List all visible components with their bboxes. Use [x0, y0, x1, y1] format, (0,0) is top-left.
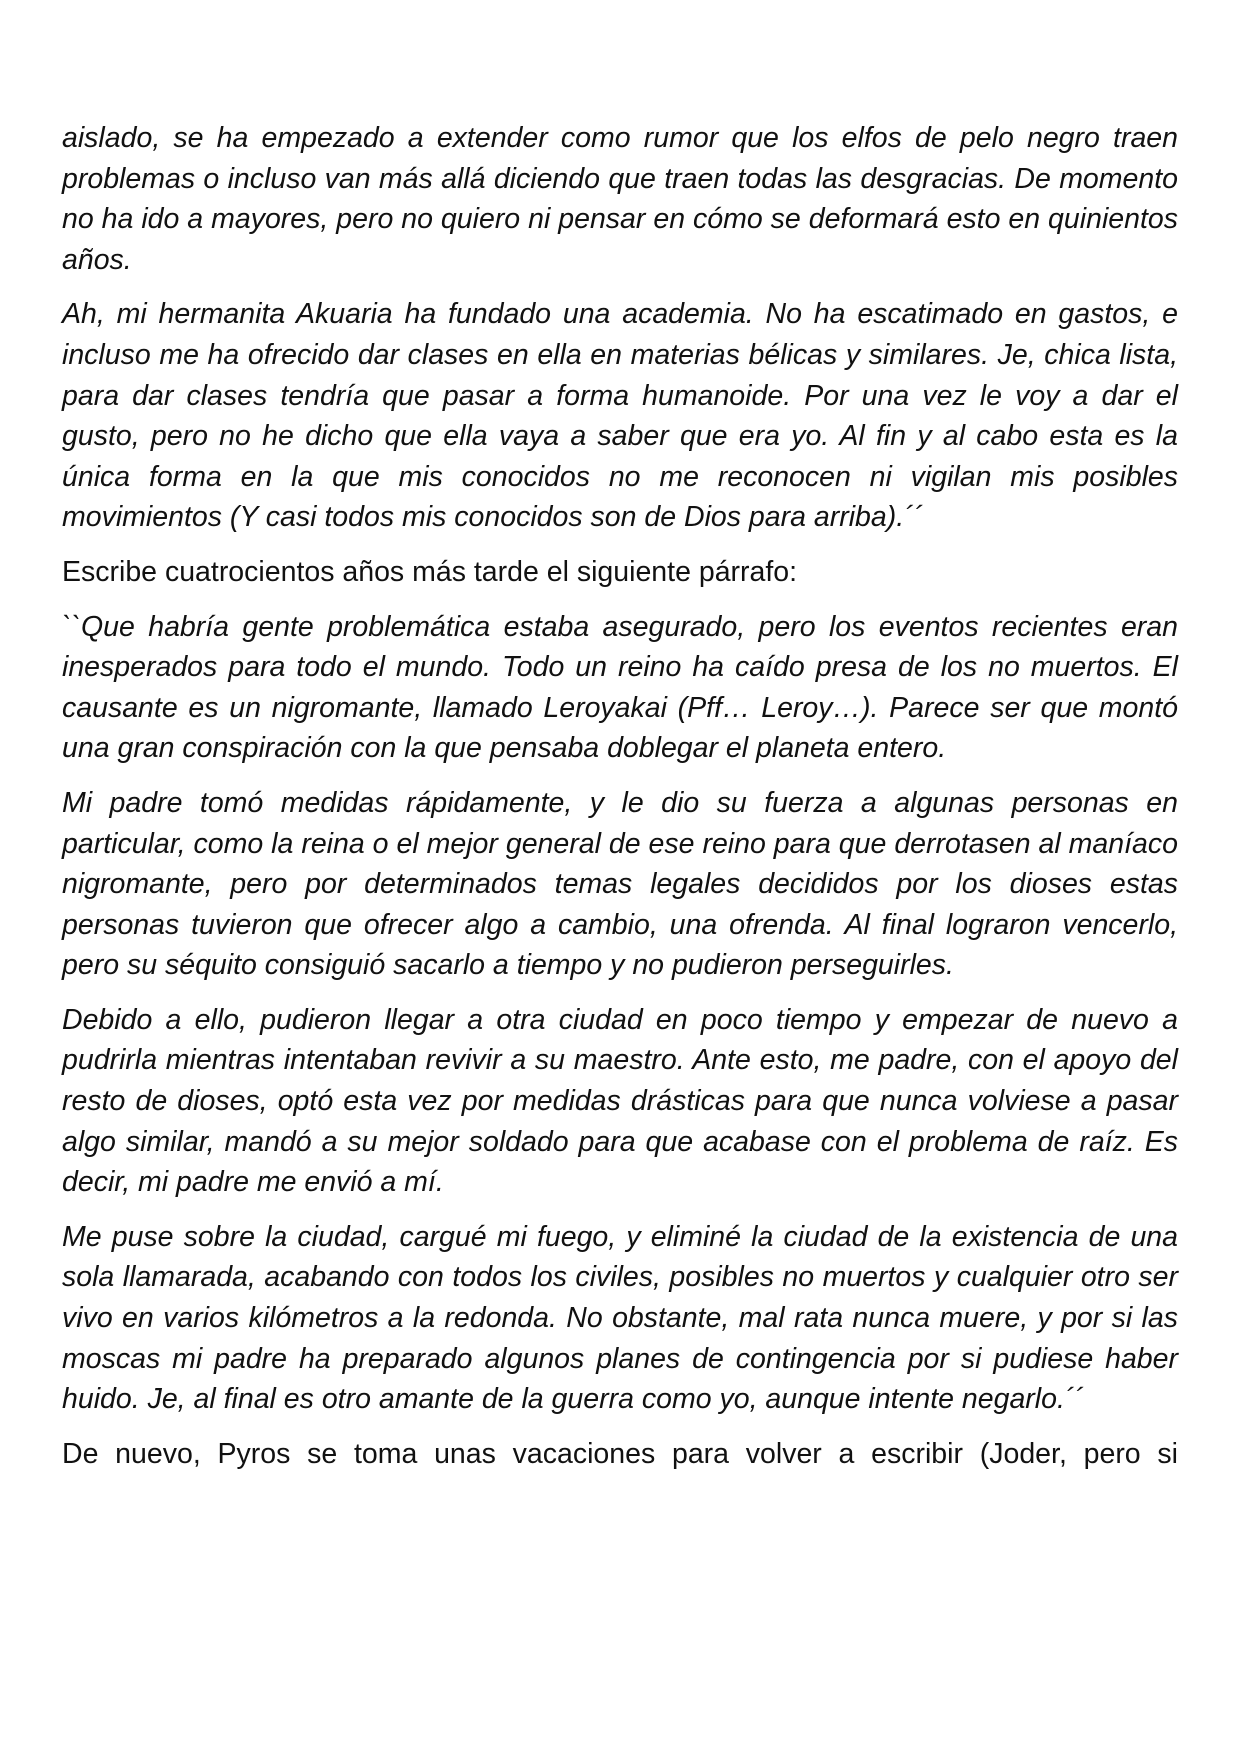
paragraph-5: Mi padre tomó medidas rápidamente, y le dio su fuerza a algunas personas en particular, como la reina o el mejor general de ese reino para que derrotasen al maníaco nigromante, pero por determinados temas legales decididos por los dioses estas personas tuvieron que ofrecer algo a cambio, una ofrenda. Al final lograron vencerlo, pero su séquito consiguió sacarlo a tiempo y no pudieron perseguirles. — [62, 786, 1178, 982]
paragraph-4: ``Que habría gente problemática estaba asegurado, pero los eventos recientes eran inesperados para todo el mundo. Todo un reino ha caído presa de los no muertos. El causante es un nigromante, llamado Leroyakai (Pff… Leroy…). Parece ser que montó una gran conspiración con la que pensaba doblegar el planeta entero. — [62, 610, 1178, 765]
document-page — [62, 118, 1178, 1474]
paragraph-6: Debido a ello, pudieron llegar a otra ciudad en poco tiempo y empezar de nuevo a pudrirla mientras intentaban revivir a su maestro. Ante esto, me padre, con el apoyo del resto de dioses, optó esta vez por medidas drásticas para que nunca volviese a pasar algo similar, mandó a su mejor soldado para que acabase con el problema de raíz. Es decir, mi padre me envió a mí. — [62, 1003, 1178, 1199]
paragraph-3: Escribe cuatrocientos años más tarde el siguiente párrafo: — [62, 555, 798, 588]
paragraph-2: Ah, mi hermanita Akuaria ha fundado una academia. No ha escatimado en gastos, e incluso me ha ofrecido dar clases en ella en materias bélicas y similares. Je, chica lista, para dar clases tendría que pasar a forma humanoide. Por una vez le voy a dar el gusto, pero no he dicho que ella vaya a saber que era yo. Al fin y al cabo esta es la única forma en la que mis conocidos no me reconocen ni vigilan mis posibles movimientos (Y casi todos mis conocidos son de Dios para arriba).´´ — [62, 298, 1178, 534]
paragraph-7: Me puse sobre la ciudad, cargué mi fuego, y eliminé la ciudad de la existencia de una sola llamarada, acabando con todos los civiles, posibles no muertos y cualquier otro ser vivo en varios kilómetros a la redonda. No obstante, mal rata nunca muere, y por si las moscas mi padre ha preparado algunos planes de contingencia por si pudiese haber huido. Je, al final es otro amante de la guerra como yo, aunque intente negarlo.´´ — [62, 1220, 1178, 1416]
paragraph-1: aislado, se ha empezado a extender como rumor que los elfos de pelo negro traen problemas o incluso van más allá diciendo que traen todas las desgracias. De momento no ha ido a mayores, pero no quiero ni pensar en cómo se deformará esto en quinientos años. — [62, 122, 1178, 276]
paragraph-8: De nuevo, Pyros se toma unas vacaciones para volver a escribir (Joder, pero si — [62, 1437, 1178, 1470]
